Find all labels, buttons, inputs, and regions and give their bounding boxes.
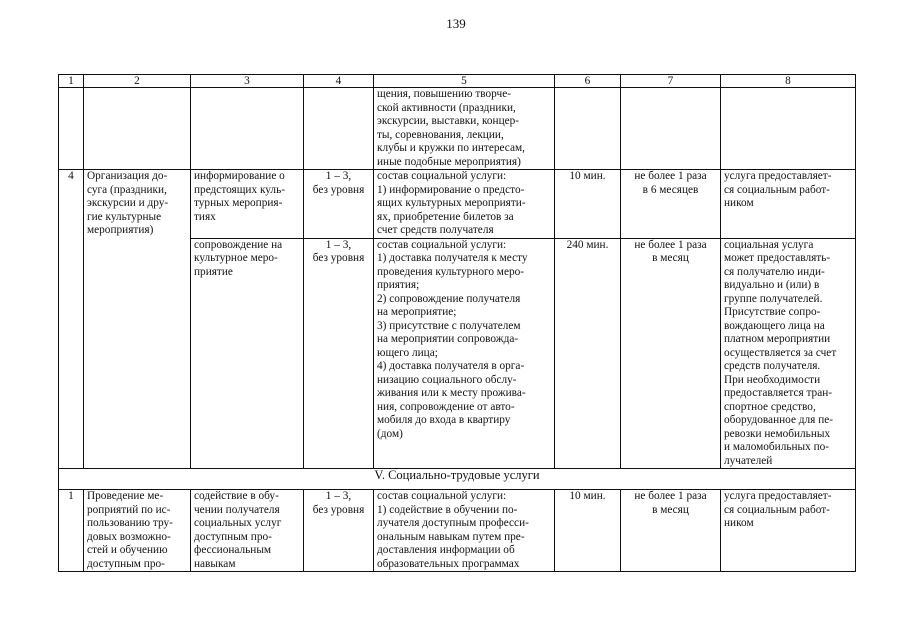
row-number-cell: 1 bbox=[59, 490, 84, 572]
frequency-cell: не более 1 раза в месяц bbox=[621, 490, 721, 572]
empty-cell bbox=[555, 88, 621, 170]
service-name-cell: Проведение ме- роприятий по ис- пользованию тру- довых возможно- стей и обучению доступным про- bbox=[84, 490, 191, 572]
recipients-cell: 1 – 3, без уровня bbox=[304, 170, 374, 239]
column-number: 8 bbox=[721, 75, 856, 88]
service-content-cell: состав социальной услуги: 1) доставка получателя к месту проведения культурного меро- приятия; 2) сопровождение получателя на мероприятие; 3) присутствие с получателем на мероприятии сопровожда- ющего лица; 4) доставка получателя в орга- низацию социального обслу- живания или к месту прожива- ния, сопровождение от авто- мобиля до входа в квартиру (дом) bbox=[374, 238, 555, 469]
service-content-cell: состав социальной услуги: 1) информирование о предсто- ящих культурных мероприяти- ях, приобретение билетов за счет средств получателя bbox=[374, 170, 555, 239]
column-number: 2 bbox=[84, 75, 191, 88]
empty-cell bbox=[621, 88, 721, 170]
table-row-1 bbox=[59, 490, 856, 572]
service-content-cell: состав социальной услуги: 1) содействие в обучении по- лучателя доступным професси- ональным навыкам путем пре- доставления информации об образовательных программах bbox=[374, 490, 555, 572]
empty-cell bbox=[191, 88, 304, 170]
frequency-cell: не более 1 раза в 6 месяцев bbox=[621, 170, 721, 239]
subservice-name-cell: сопровождение на культурное меро- приятие bbox=[191, 238, 304, 469]
conditions-cell: услуга предоставляет- ся социальным работ- ником bbox=[721, 490, 856, 572]
time-cell: 10 мин. bbox=[555, 170, 621, 239]
row-number-cell: 4 bbox=[59, 170, 84, 469]
column-number: 7 bbox=[621, 75, 721, 88]
conditions-cell: услуга предоставляет- ся социальным работ- ником bbox=[721, 170, 856, 239]
column-number: 6 bbox=[555, 75, 621, 88]
recipients-cell: 1 – 3, без уровня bbox=[304, 490, 374, 572]
column-number: 3 bbox=[191, 75, 304, 88]
services-table bbox=[58, 74, 856, 572]
subservice-name-cell: информирование о предстоящих куль- турных мероприя- тиях bbox=[191, 170, 304, 239]
service-name-cell: Организация до- суга (праздники, экскурсии и дру- гие культурные мероприятия) bbox=[84, 170, 191, 469]
time-cell: 10 мин. bbox=[555, 490, 621, 572]
empty-cell bbox=[721, 88, 856, 170]
page-number: 139 bbox=[446, 16, 466, 31]
frequency-cell: не более 1 раза в месяц bbox=[621, 238, 721, 469]
table-row-continuation bbox=[59, 88, 856, 170]
recipients-cell: 1 – 3, без уровня bbox=[304, 238, 374, 469]
time-cell: 240 мин. bbox=[555, 238, 621, 469]
table-row-4a bbox=[59, 170, 856, 239]
subservice-name-cell: содействие в обу- чении получателя социальных услуг доступным про- фессиональным навыкам bbox=[191, 490, 304, 572]
section-title: V. Социально-трудовые услуги bbox=[59, 469, 856, 490]
conditions-cell: социальная услуга может предоставлять- ся получателю инди- видуально и (или) в группе получателей. Присутствие сопро- вождающего лица на платном мероприятии осуществляется за счет средств получателя. При необходимости предоставляется тран- спортное средство, оборудованное для пе- ревозки немобильных и маломобильных по- лучателей bbox=[721, 238, 856, 469]
empty-cell bbox=[304, 88, 374, 170]
empty-cell bbox=[84, 88, 191, 170]
service-content-cell: щения, повышению творче- ской активности (праздники, экскурсии, выставки, концер- ты, соревнования, лекции, клубы и кружки по интересам, иные подобные мероприятия) bbox=[374, 88, 555, 170]
column-number: 5 bbox=[374, 75, 555, 88]
empty-cell bbox=[59, 88, 84, 170]
column-number: 1 bbox=[59, 75, 84, 88]
section-row bbox=[59, 469, 856, 490]
column-number: 4 bbox=[304, 75, 374, 88]
column-number-row bbox=[59, 75, 856, 88]
